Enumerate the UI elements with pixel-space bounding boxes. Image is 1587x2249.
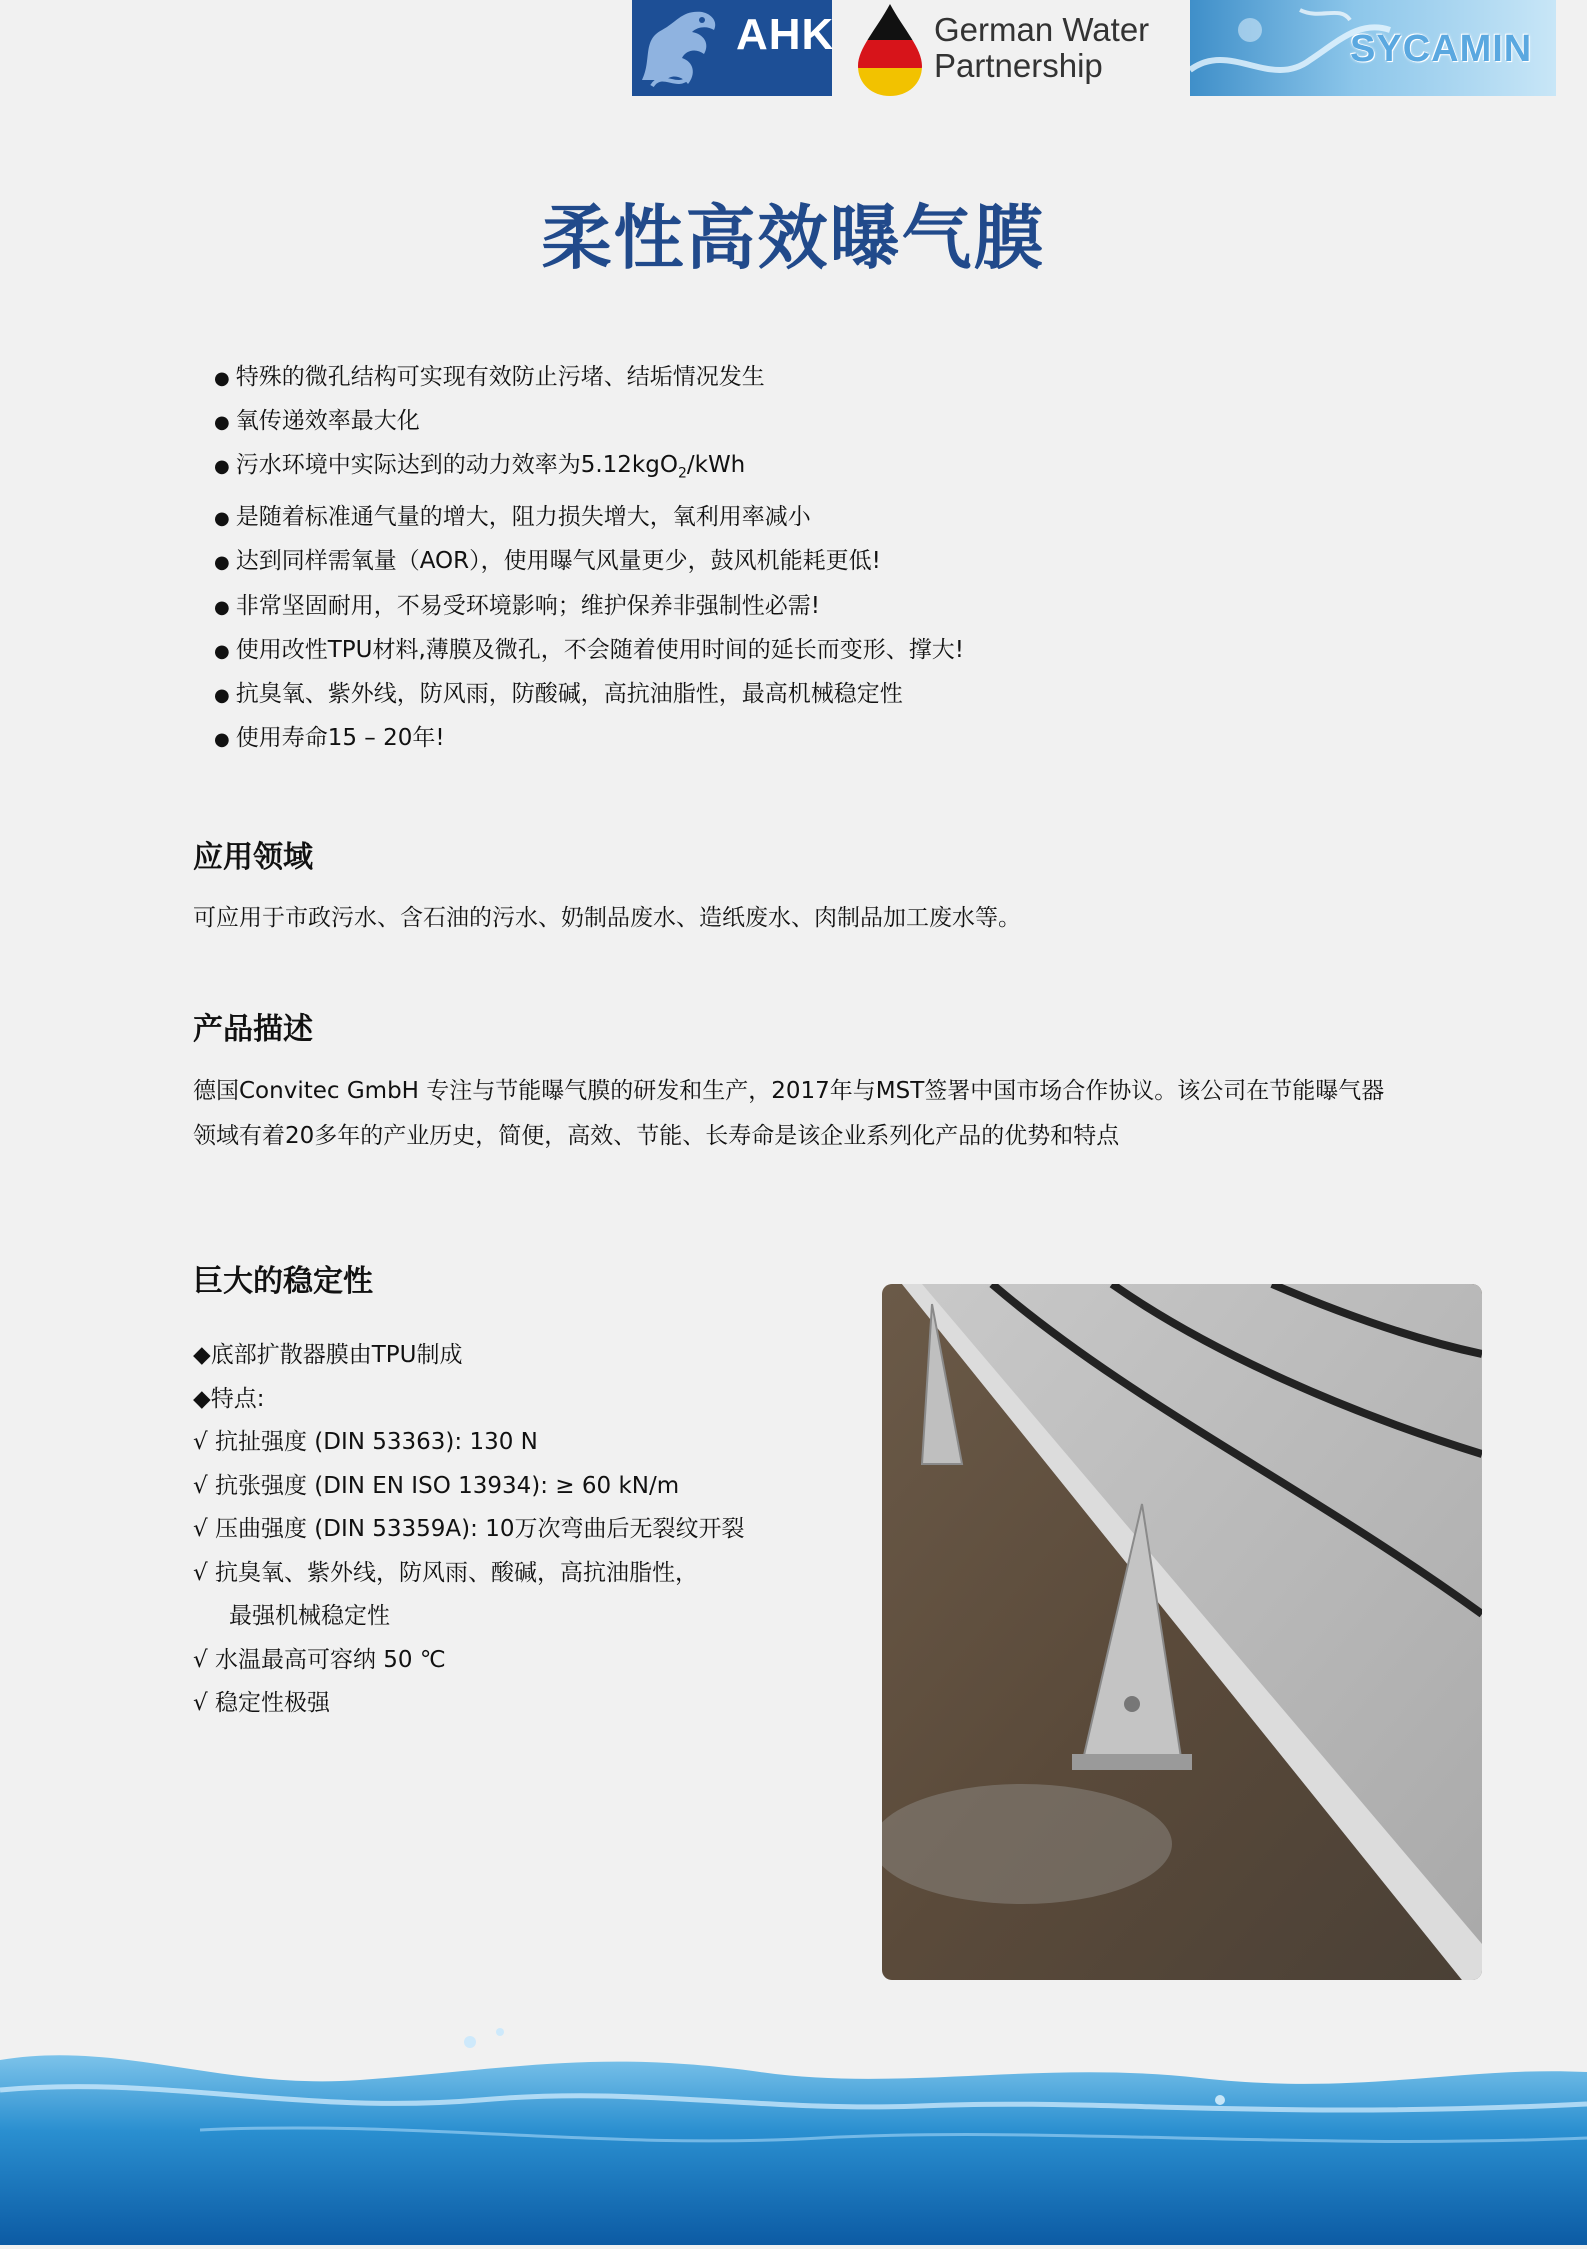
page-title: 柔性高效曝气膜 [541,197,1046,279]
bullet-item: ● 使用寿命15 – 20年! [214,717,964,761]
gwp-line-1: German Water [934,11,1150,48]
feature-item-continued: 最强机械稳定性 [229,1603,390,1629]
membrane-installation-image [882,1284,1482,1980]
application-heading: 应用领域 [193,840,313,875]
sycamin-logo [1190,0,1556,96]
bullet-text-suffix: /kWh [686,452,746,479]
bullet-item-efficiency [214,444,964,496]
description-text: 德国Convitec GmbH 专注与节能曝气膜的研发和生产，2017年与MST签署中国市场合作协议。该公司在节能曝气器领域有着20多年的产业历史，简便，高效、节能、长寿命是该企业系列化产品的优势和特点 [193,1078,1385,1149]
subscript-2: 2 [677,466,687,482]
feature-item: √ 压曲强度 (DIN 53359A): 10万次弯曲后无裂纹开裂 [193,1516,745,1542]
bullet-item: ● 达到同样需氧量（AOR），使用曝气风量更少，鼓风机能耗更低! [214,540,964,584]
bullet-item: ● 是随着标准通气量的增大，阻力损失增大，氧利用率减小 [214,496,964,540]
bullet-item: ● 氧传递效率最大化 [214,400,964,444]
bullet-item: ● 特殊的微孔结构可实现有效防止污堵、结垢情况发生 [214,356,964,400]
feature-item: √ 抗扯强度 (DIN 53363): 130 N [193,1429,538,1455]
feature-item: ◆特点: [193,1385,265,1412]
application-text: 可应用于市政污水、含石油的污水、奶制品废水、造纸废水、肉制品加工废水等。 [193,905,1021,931]
stability-feature-list [193,1334,744,1726]
stability-heading: 巨大的稳定性 [193,1264,373,1299]
feature-bullet-list [214,356,964,761]
bullet-text: 污水环境中实际达到的动力效率为5.12kgO [235,452,678,479]
ahk-logo-text: AHK [736,10,835,59]
gwp-logo-text [934,12,1174,84]
feature-item: √ 稳定性极强 [193,1690,330,1716]
feature-item: √ 水温最高可容纳 50 ℃ [193,1646,446,1673]
water-wave-graphic [0,2020,1587,2245]
water-wave-footer [0,2020,1587,2245]
description-heading: 产品描述 [193,1012,313,1047]
logo-bar [632,0,1556,96]
aeration-membrane-photo [882,1284,1482,1980]
dragon-icon [632,0,732,96]
ahk-logo [632,0,835,96]
bullet-item: ● 抗臭氧、紫外线，防风雨，防酸碱，高抗油脂性，最高机械稳定性 [214,673,964,717]
feature-item: √ 抗臭氧、紫外线，防风雨、酸碱，高抗油脂性， [193,1559,698,1586]
flag-drop-icon [854,0,926,96]
bullet-item: ● 使用改性TPU材料,薄膜及微孔，不会随着使用时间的延长而变形、撑大! [214,629,964,673]
bullet-item: ● 非常坚固耐用，不易受环境影响；维护保养非强制性必需! [214,585,964,629]
feature-item: √ 抗张强度 (DIN EN ISO 13934): ≥ 60 kN/m [193,1472,680,1499]
sycamin-logo-text: SYCAMIN [1350,28,1533,70]
gwp-line-2: Partnership [934,47,1103,84]
feature-item: ◆底部扩散器膜由TPU制成 [193,1342,463,1368]
